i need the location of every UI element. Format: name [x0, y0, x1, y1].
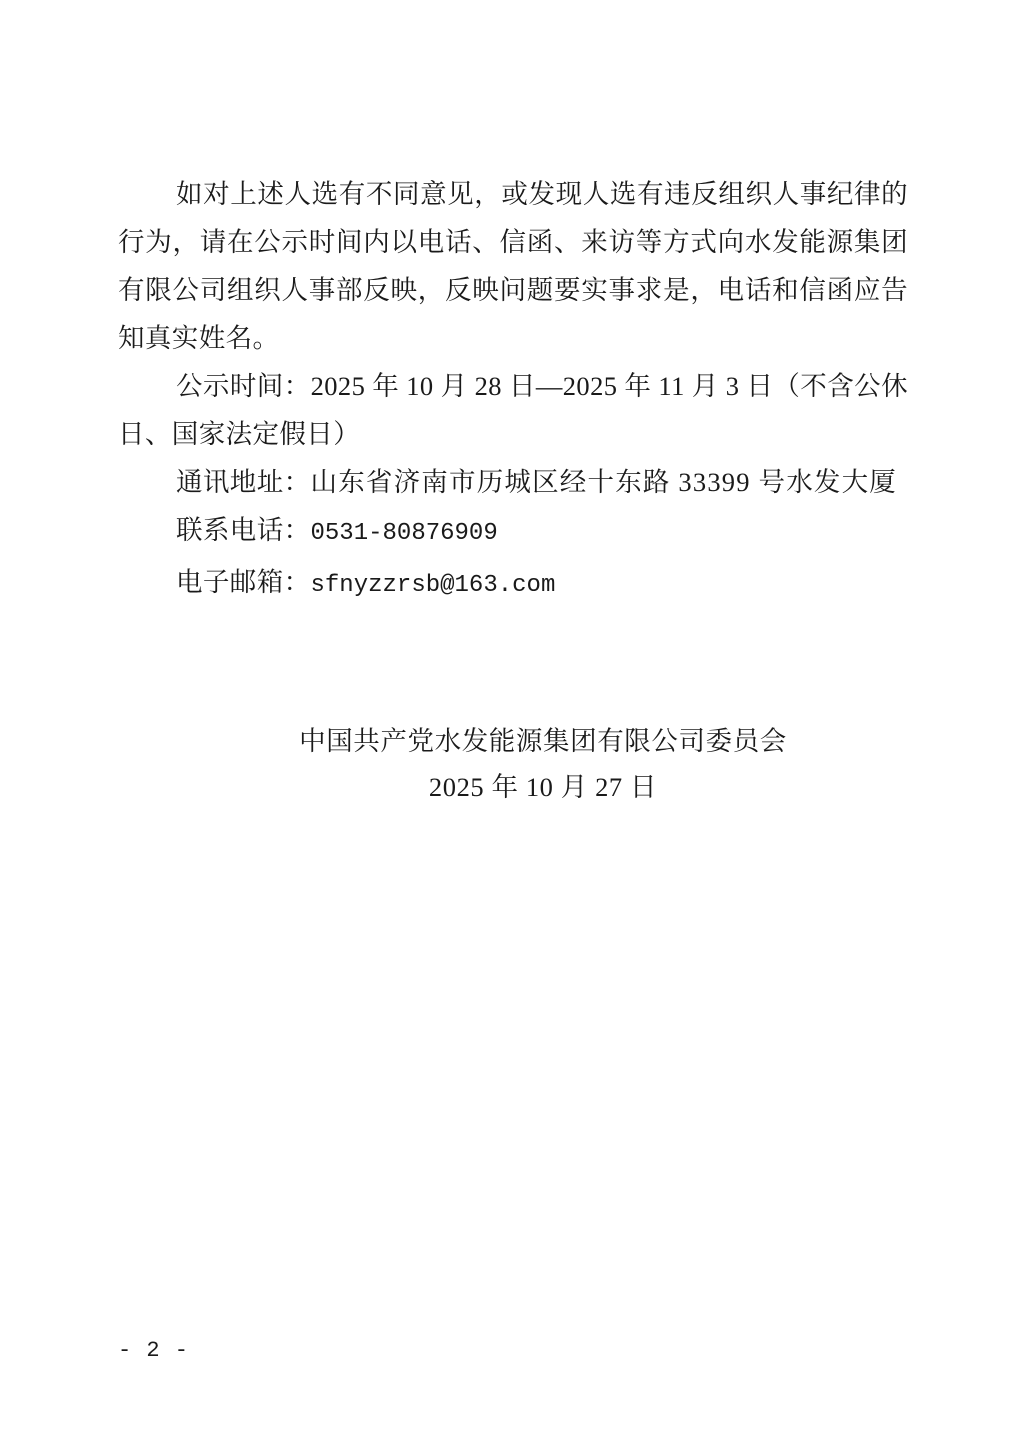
contact-address-label: 通讯地址： [176, 467, 311, 497]
paragraph-publicity-period: 公示时间：2025 年 10 月 28 日—2025 年 11 月 3 日（不含公休日、国家法定假日） [118, 371, 908, 449]
document-body [118, 170, 908, 610]
contact-email-line [118, 558, 908, 610]
contact-email-value: sfnyzzrsb@163.com [310, 572, 556, 599]
page-footer [118, 1338, 908, 1363]
contact-email-label: 电子邮箱： [176, 567, 311, 597]
signature-date: 2025 年 10 月 27 日 [428, 772, 658, 802]
signature-organization: 中国共产党水发能源集团有限公司委员会 [299, 726, 787, 756]
contact-phone-line [118, 506, 908, 558]
contact-address-line [118, 458, 908, 506]
page-number: - 2 - [118, 1338, 190, 1363]
contact-address-value: 山东省济南市历城区经十东路 33399 号水发大厦 [310, 467, 897, 497]
signature-block [118, 718, 908, 810]
contact-phone-label: 联系电话： [176, 515, 311, 545]
paragraph-objection-notice: 如对上述人选有不同意见，或发现人选有违反组织人事纪律的行为，请在公示时间内以电话、信函、来访等方式向水发能源集团有限公司组织人事部反映，反映问题要实事求是，电话和信函应告知真实姓名。 [118, 179, 908, 353]
contact-phone-value: 0531-80876909 [310, 520, 498, 547]
